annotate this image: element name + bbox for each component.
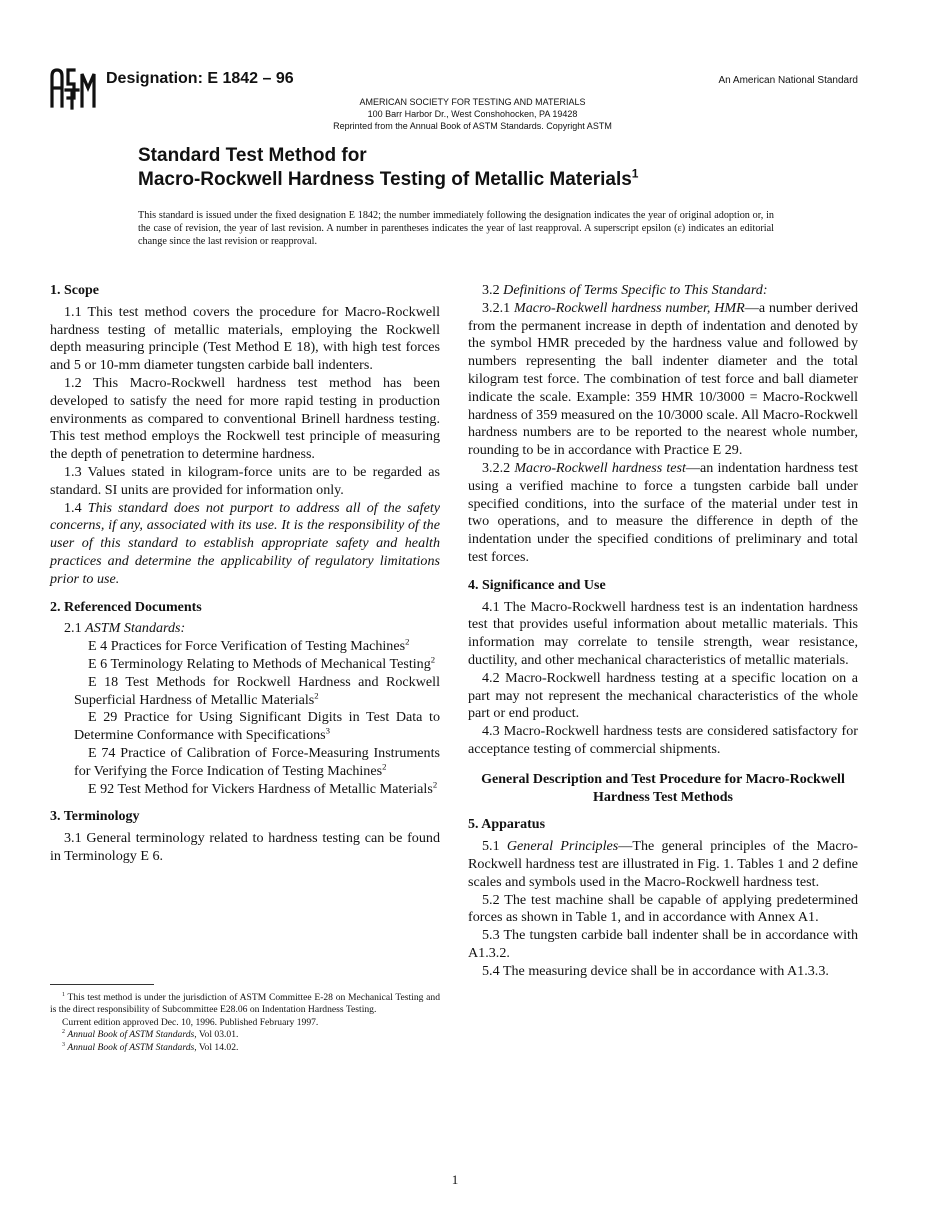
org-name: AMERICAN SOCIETY FOR TESTING AND MATERIALS	[359, 97, 586, 107]
left-column	[50, 282, 440, 866]
title-line-2: Macro-Rockwell Hardness Testing of Metallic Materials$^1$	[138, 166, 639, 190]
paragraph-1-3: 1.3 Values stated in kilogram-force units are to be regarded as standard. SI units are provided for information only.	[50, 463, 440, 498]
paragraph-3-1: 3.1 General terminology related to hardness testing can be found in Terminology E 6.	[50, 830, 440, 864]
national-standard-label: An American National Standard	[718, 75, 858, 86]
footnotes	[50, 992, 440, 1054]
designation: Designation: E 1842 – 96	[106, 70, 294, 87]
reference-e4: E 4 Practices for Force Verification of Testing Machines$^2$	[88, 636, 410, 655]
footnote-2: $^2$ Annual Book of ASTM Standards, Vol 03.01.	[62, 1029, 239, 1041]
paragraph-5-3: 5.3 The tungsten carbide ball indenter shall be in accordance with A1.3.2.	[468, 927, 858, 961]
paragraph-3-2-2: 3.2.2 Macro-Rockwell hardness test—an indentation hardness test using a verified machine to force a tungsten carbide ball under specified conditions, into the surface of the material under test in two operations, and to measure the difference in depth of the indentation under the specified conditions of preliminary and total test forces.	[468, 459, 858, 565]
paragraph-4-3: 4.3 Macro-Rockwell hardness tests are considered satisfactory for acceptance testing of commercial shipments.	[468, 723, 858, 757]
reference-e6: E 6 Terminology Relating to Methods of Mechanical Testing$^2$	[88, 654, 436, 672]
right-column	[468, 282, 858, 980]
paragraph-3-2: 3.2 Definitions of Terms Specific to This Standard:	[482, 282, 768, 298]
section-heading-terminology: 3. Terminology	[50, 809, 140, 825]
publisher-block	[0, 96, 945, 132]
paragraph-5-2: 5.2 The test machine shall be capable of applying predetermined forces as shown in Table 1, and in accordance with Annex A1.	[468, 891, 858, 926]
section-heading-referenced-documents: 2. Referenced Documents	[50, 599, 202, 615]
reference-e74: E 74 Practice of Calibration of Force-Measuring Instruments for Verifying the Force Indication of Testing Machines$^2$	[74, 744, 440, 779]
title-line-1: Standard Test Method for	[138, 145, 367, 166]
paragraph-2-1: 2.1 ASTM Standards:	[64, 620, 186, 637]
paragraph-5-4: 5.4 The measuring device shall be in accordance with A1.3.3.	[482, 962, 829, 979]
paragraph-1-4: 1.4 This standard does not purport to address all of the safety concerns, if any, associated with its use. It is the responsibility of the user of this standard to establish appropriate safety and health practices and determine the applicability of regulatory limitations prior to use.	[50, 499, 440, 587]
section-heading-apparatus: 5. Apparatus	[468, 817, 546, 833]
standard-notice: This standard is issued under the fixed designation E 1842; the number immediately following the designation indicates the year of original adoption or, in the case of revision, the year of last revision. A number in parentheses indicates the year of last reapproval. A superscript epsilon (ε) indicates an editorial change since the last revision or reapproval.	[138, 210, 774, 248]
document-title	[138, 144, 638, 192]
reprint-notice: Reprinted from the Annual Book of ASTM Standards. Copyright ASTM	[333, 121, 612, 131]
paragraph-1-1: 1.1 This test method covers the procedure for Macro-Rockwell hardness testing of metallic materials, employing the Rockwell depth measuring principle (Test Method E 18), with high test forces and 5 or 10-mm diameter tungsten carbide ball indenters.	[50, 303, 440, 374]
page-number: 1	[451, 1172, 459, 1187]
reference-e92: E 92 Test Method for Vickers Hardness of Metallic Materials$^2$	[88, 778, 438, 797]
paragraph-3-2-1: 3.2.1 Macro-Rockwell hardness number, HMR—a number derived from the permanent increase in depth of indentation and denoted by the symbol HMR preceded by the hardness value and followed by numbers representing the ball indenter diameter and the total kilogram test force. The combination of test force and ball diameter indicate the scale. Example: 359 HMR 10/3000 = Macro-Rockwell hardness of 359 measured on the 10/3000 scale. All Macro-Rockwell hardness numbers are to be reported to the nearest whole number, rounding to be in accordance with Practice E 29.	[468, 299, 859, 459]
section-heading-scope: 1. Scope	[50, 283, 99, 298]
paragraph-4-1: 4.1 The Macro-Rockwell hardness test is an indentation hardness test that provides useful information about metallic materials. This information may correlate to tensile strength, wear resistance, ductility, and other mechanical characteristics of metallic materials.	[468, 598, 858, 668]
footnote-1-approval: Current edition approved Dec. 10, 1996. Published February 1997.	[62, 1016, 319, 1028]
footnote-1: $^1$ This test method is under the jurisdiction of ASTM Committee E-28 on Mechanical Testing and is the direct responsibility of Subcommittee E28.06 on Indentation Hardness Testing.	[50, 991, 441, 1016]
reference-e29: E 29 Practice for Using Significant Digits in Test Data to Determine Conformance with Specifications$^3$	[74, 709, 440, 744]
org-address: 100 Barr Harbor Dr., West Conshohocken, PA 19428	[367, 109, 578, 119]
paragraph-5-1: 5.1 General Principles—The general principles of the Macro-Rockwell hardness test are illustrated in Fig. 1. Tables 1 and 2 define scales and symbols used in the Macro-Rockwell hardness test.	[468, 838, 859, 890]
title-footnote-ref: 1	[631, 166, 639, 181]
footnote-3: $^3$ Annual Book of ASTM Standards, Vol 14.02.	[62, 1041, 239, 1053]
footnote-rule	[50, 984, 154, 985]
general-description-heading: General Description and Test Procedure for Macro-Rockwell Hardness Test Methods	[481, 771, 845, 805]
reference-e18: E 18 Test Methods for Rockwell Hardness and Rockwell Superficial Hardness of Metallic Materials$^2$	[74, 673, 440, 708]
section-heading-significance: 4. Significance and Use	[468, 577, 606, 593]
paragraph-1-2: 1.2 This Macro-Rockwell hardness test method has been developed to satisfy the need for more rapid testing in production environments as compared to conventional Brinell hardness testing. This test method employs the Rockwell test principle of measuring the depth of penetration to determine hardness.	[50, 374, 440, 463]
paragraph-4-2: 4.2 Macro-Rockwell hardness testing at a specific location on a part may not represent the mechanical characteristics of the whole part or end product.	[468, 669, 858, 722]
